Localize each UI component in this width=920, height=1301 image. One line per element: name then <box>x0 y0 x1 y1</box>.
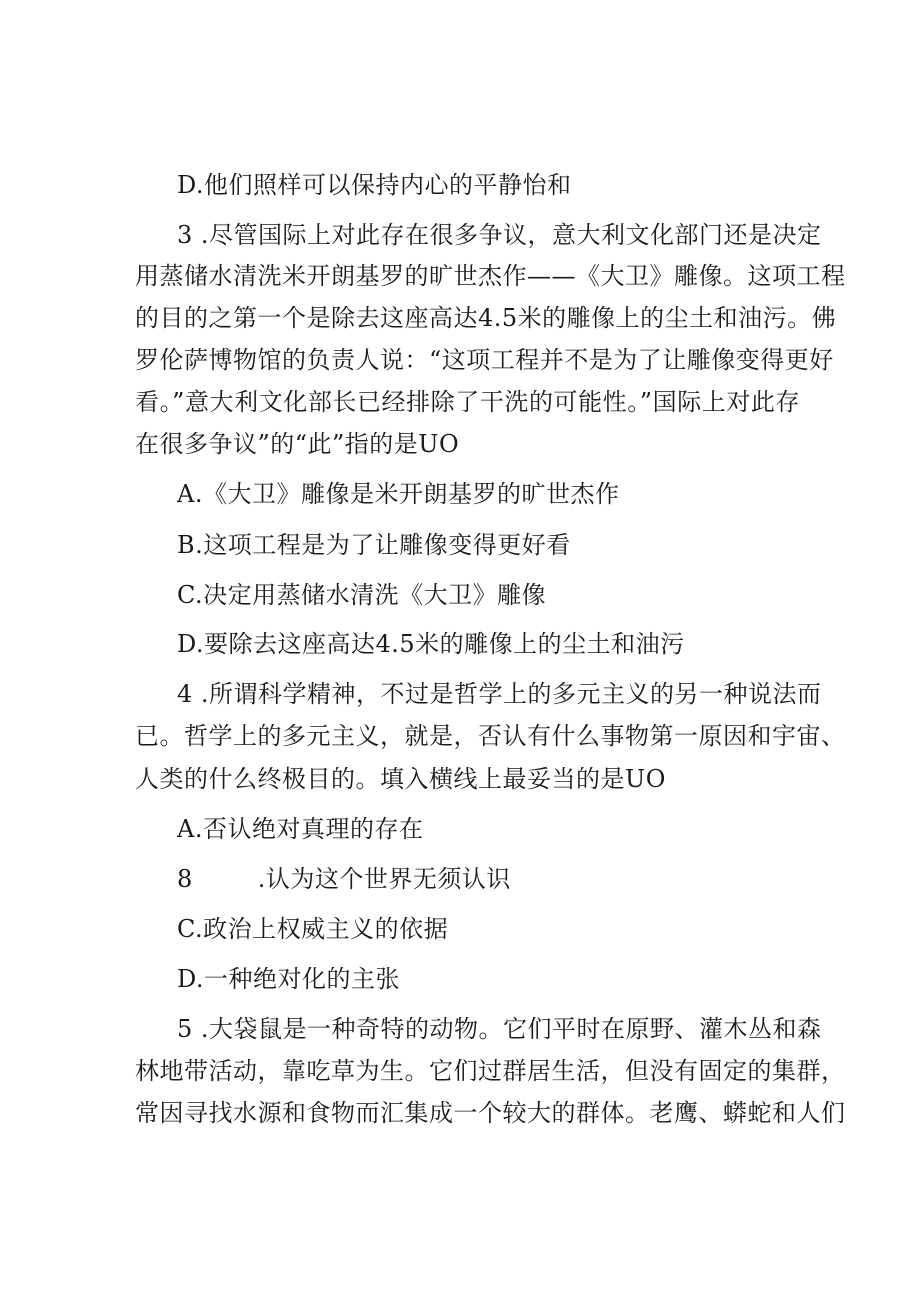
q3-option-d: D.要除去这座高达4.5米的雕像上的尘土和油污 <box>177 630 685 658</box>
q4-line-2: 已。哲学上的多元主义，就是，否认有什么事物第一原因和宇宙、 <box>135 722 846 750</box>
q3-line-4: 罗伦萨博物馆的负责人说：“这项工程并不是为了让雕像变得更好 <box>135 346 834 374</box>
q3-option-a: A.《大卫》雕像是米开朗基罗的旷世杰作 <box>177 480 620 508</box>
q4-option-c: C.政治上权威主义的依据 <box>177 915 449 943</box>
q4-option-d: D.一种绝对化的主张 <box>177 965 401 993</box>
q4-option-b: 8 .认为这个世界无须认识 <box>177 865 511 893</box>
q5-line-2: 林地带活动，靠吃草为生。它们过群居生活，但没有固定的集群， <box>135 1057 846 1085</box>
q3-line-5: 看。”意大利文化部长已经排除了干洗的可能性。”国际上对此存 <box>135 388 800 416</box>
q3-line-3: 的目的之第一个是除去这座高达4.5米的雕像上的尘土和油污。佛 <box>135 304 837 332</box>
q4-option-a: A.否认绝对真理的存在 <box>177 815 424 843</box>
q3-line-1: 3 .尽管国际上对此存在很多争议，意大利文化部门还是决定 <box>177 221 822 249</box>
q5-line-1: 5 .大袋鼠是一种奇特的动物。它们平时在原野、灌木丛和森 <box>177 1015 822 1043</box>
q3-line-6: 在很多争议”的“此”指的是UO <box>135 430 460 458</box>
q3-line-2: 用蒸储水清洗米开朗基罗的旷世杰作——《大卫》雕像。这项工程 <box>135 262 846 290</box>
q3-option-b: B.这项工程是为了让雕像变得更好看 <box>177 531 571 559</box>
q5-line-3: 常因寻找水源和食物而汇集成一个较大的群体。老鹰、蟒蛇和人们 <box>135 1099 846 1127</box>
q4-line-1: 4 .所谓科学精神，不过是哲学上的多元主义的另一种说法而 <box>177 680 822 708</box>
q4-line-3: 人类的什么终极目的。填入横线上最妥当的是UO <box>135 765 666 793</box>
q3-option-c: C.决定用蒸储水清洗《大卫》雕像 <box>177 581 547 609</box>
q2-option-d: D.他们照样可以保持内心的平静怡和 <box>177 171 572 199</box>
